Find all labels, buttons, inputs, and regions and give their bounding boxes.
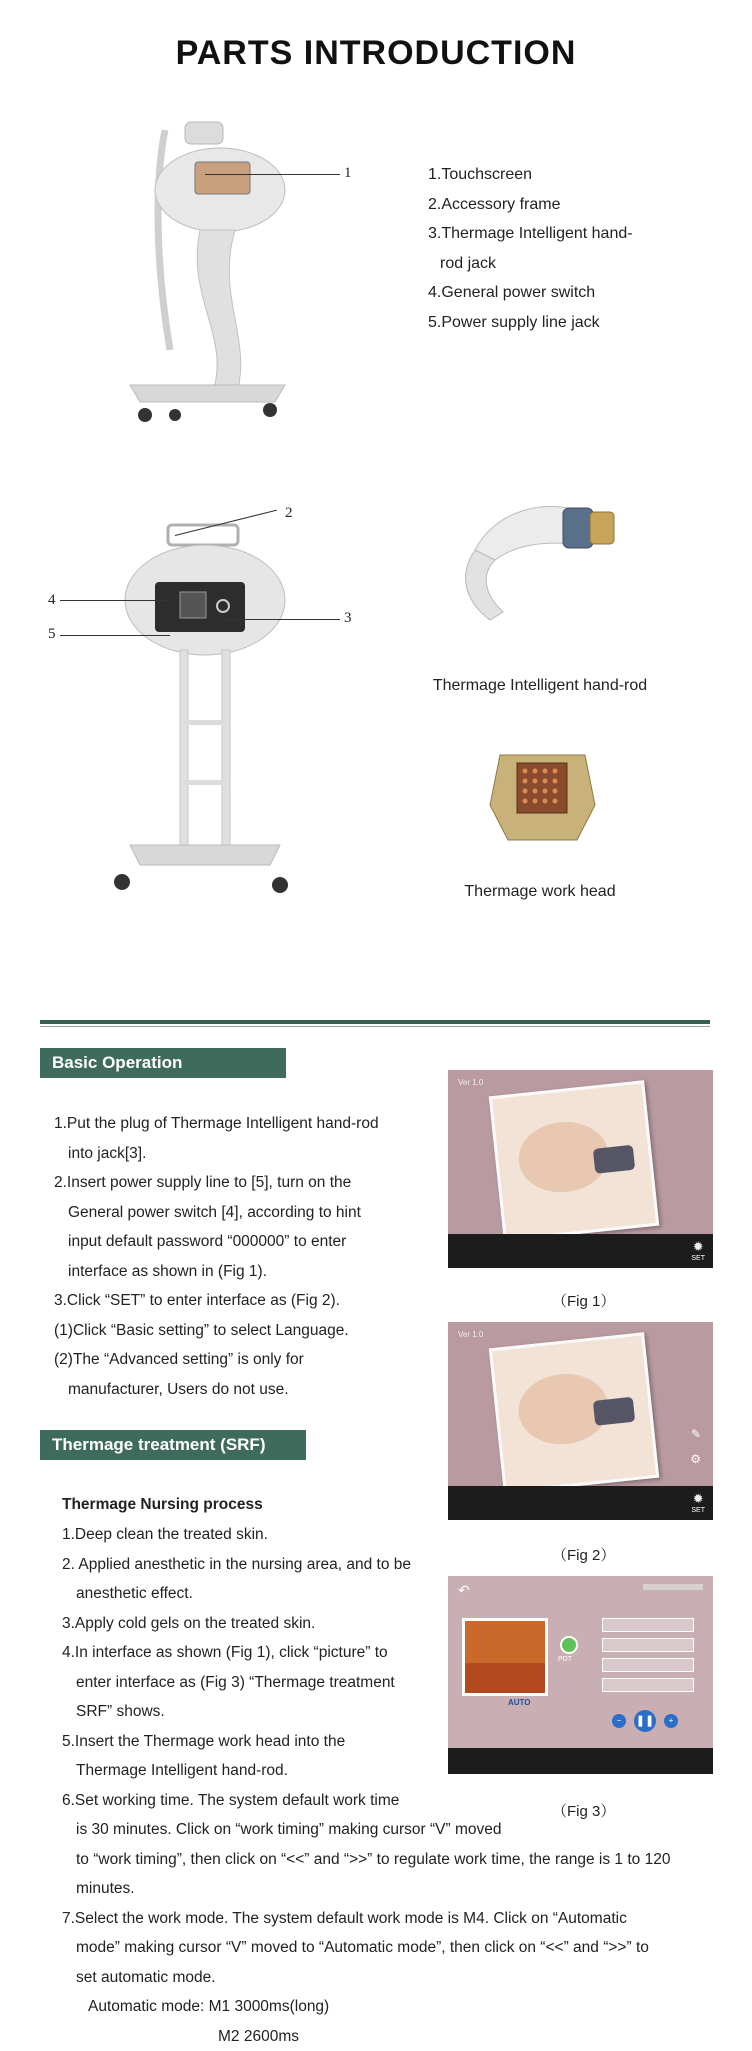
set-button[interactable]	[691, 1491, 705, 1514]
parts-list	[428, 160, 633, 337]
handrod-caption: Thermage Intelligent hand-rod	[410, 677, 670, 695]
fig2-screenshot	[448, 1322, 713, 1520]
thermage-steps-wide	[62, 1815, 712, 2051]
machine-back-illustration	[110, 520, 300, 900]
thermage-subheading: Thermage Nursing process	[62, 1490, 263, 1520]
face-picture[interactable]	[489, 1332, 659, 1494]
set-button[interactable]	[691, 1239, 705, 1262]
machine-front-illustration	[125, 110, 290, 430]
increase-icon[interactable]: +	[664, 1714, 678, 1728]
version-label: Ver 1.0	[458, 1330, 483, 1339]
text-line: (1)Click “Basic setting” to select Language.	[54, 1316, 408, 1346]
text-line: 4.In interface as shown (Fig 1), click “picture” to	[62, 1638, 438, 1668]
text-line: to “work timing”, then click on “<<” and “>>” to regulate work time, the range is 1 to 120	[62, 1845, 712, 1875]
callout-3: 3	[344, 610, 352, 627]
callout-1: 1	[344, 165, 352, 182]
setting-row[interactable]	[602, 1618, 694, 1632]
gear-icon: ✹	[691, 1491, 705, 1507]
text-line: 2.Insert power supply line to [5], turn on the	[54, 1168, 408, 1198]
text-line: 6.Set working time. The system default work time	[62, 1786, 438, 1816]
text-line: (2)The “Advanced setting” is only for	[54, 1345, 408, 1375]
face-picture[interactable]	[489, 1080, 659, 1242]
text-line: into jack[3].	[54, 1139, 408, 1169]
handrod-illustration	[445, 490, 625, 630]
text-line: enter interface as (Fig 3) “Thermage treatment	[62, 1668, 438, 1698]
gear-icon: ✹	[691, 1239, 705, 1255]
text-line: minutes.	[62, 1874, 712, 1904]
back-icon[interactable]: ↶	[458, 1582, 470, 1599]
callout-line-5	[60, 635, 170, 636]
text-line: 3.Apply cold gels on the treated skin.	[62, 1609, 438, 1639]
set-label: SET	[691, 1255, 705, 1262]
setting-row[interactable]	[602, 1678, 694, 1692]
parts-item: rod jack	[428, 249, 633, 279]
text-line: 5.Insert the Thermage work head into the	[62, 1727, 438, 1757]
parts-item: 1.Touchscreen	[428, 160, 633, 190]
fig1-label: （Fig 1）	[552, 1290, 615, 1311]
text-line: 1.Put the plug of Thermage Intelligent hand-rod	[54, 1109, 408, 1139]
basic-operation-heading: Basic Operation	[40, 1048, 286, 1078]
callout-5: 5	[48, 626, 56, 643]
parts-item: 3.Thermage Intelligent hand-	[428, 219, 633, 249]
callout-line-1	[205, 174, 340, 175]
fig3-label: （Fig 3）	[552, 1800, 615, 1821]
parts-item: 4.General power switch	[428, 278, 633, 308]
setting-row[interactable]	[602, 1658, 694, 1672]
thermage-steps-narrow	[62, 1520, 438, 1815]
fig3-screenshot	[448, 1576, 713, 1774]
callout-4: 4	[48, 592, 56, 609]
treatment-picture	[462, 1618, 548, 1696]
version-label: Ver 1.0	[458, 1078, 483, 1087]
callout-2: 2	[285, 505, 293, 522]
basic-operation-text	[54, 1109, 408, 1404]
settings-gear-icon[interactable]: ⚙	[690, 1452, 701, 1466]
text-line: M2 2600ms	[62, 2022, 712, 2051]
workhead-caption: Thermage work head	[410, 883, 670, 901]
text-line: Automatic mode: M1 3000ms(long)	[62, 1992, 712, 2022]
text-line: 3.Click “SET” to enter interface as (Fig 2).	[54, 1286, 408, 1316]
workhead-illustration	[485, 735, 600, 850]
set-label: SET	[691, 1507, 705, 1514]
text-line: 2. Applied anesthetic in the nursing area, and to be	[62, 1550, 438, 1580]
text-line: 7.Select the work mode. The system default work mode is M4. Click on “Automatic	[62, 1904, 712, 1934]
pause-icon[interactable]: ❚❚	[634, 1710, 656, 1732]
text-line: 1.Deep clean the treated skin.	[62, 1520, 438, 1550]
text-line: set automatic mode.	[62, 1963, 712, 1993]
section-divider	[40, 1020, 710, 1024]
pdt-label: PDT	[558, 1656, 572, 1663]
auto-label[interactable]: AUTO	[508, 1698, 531, 1707]
text-line: Thermage Intelligent hand-rod.	[62, 1756, 438, 1786]
text-line: manufacturer, Users do not use.	[54, 1375, 408, 1405]
text-line: anesthetic effect.	[62, 1579, 438, 1609]
decrease-icon[interactable]: −	[612, 1714, 626, 1728]
section-divider-thin	[40, 1026, 710, 1027]
fig1-screenshot	[448, 1070, 713, 1268]
pdt-indicator-icon[interactable]	[560, 1636, 578, 1654]
parts-item: 2.Accessory frame	[428, 190, 633, 220]
text-line: is 30 minutes. Click on “work timing” making cursor “V” moved	[62, 1815, 712, 1845]
text-line: mode” making cursor “V” moved to “Automatic mode”, then click on “<<” and “>>” to	[62, 1933, 712, 1963]
fig2-label: （Fig 2）	[552, 1544, 615, 1565]
text-line: General power switch [4], according to hint	[54, 1198, 408, 1228]
setting-row[interactable]	[602, 1638, 694, 1652]
text-line: SRF” shows.	[62, 1697, 438, 1727]
callout-line-4	[60, 600, 170, 601]
tool-icon[interactable]: ✎	[691, 1427, 701, 1441]
screen-title	[643, 1584, 703, 1590]
text-line: input default password “000000” to enter	[54, 1227, 408, 1257]
parts-item: 5.Power supply line jack	[428, 308, 633, 338]
page-title: PARTS INTRODUCTION	[0, 34, 752, 73]
text-line: interface as shown in (Fig 1).	[54, 1257, 408, 1287]
callout-line-3	[225, 619, 340, 620]
thermage-heading: Thermage treatment (SRF)	[40, 1430, 306, 1460]
